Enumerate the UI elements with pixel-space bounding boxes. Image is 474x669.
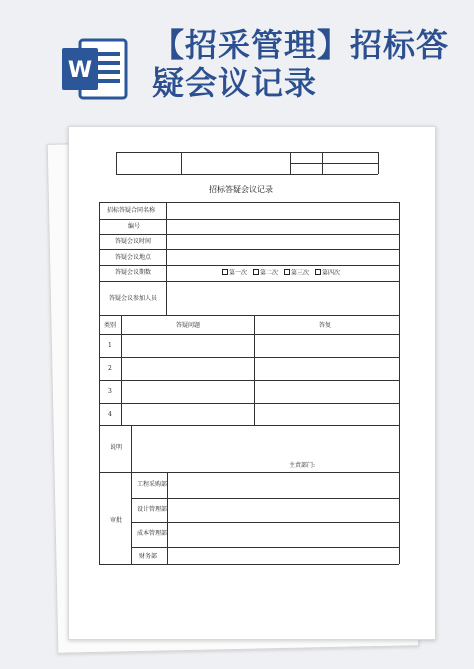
label-participants: 答疑会议参加人员 bbox=[109, 295, 158, 302]
word-icon-letter: W bbox=[67, 58, 93, 83]
table-line bbox=[99, 234, 399, 235]
qa-row-number: 4 bbox=[108, 411, 112, 418]
label-meeting-times: 答疑会议期数 bbox=[115, 269, 152, 276]
header-box-line bbox=[116, 152, 117, 174]
header-box-line bbox=[181, 152, 182, 174]
table-line bbox=[166, 202, 167, 315]
checkbox-icon bbox=[315, 269, 321, 275]
table-line bbox=[99, 281, 399, 282]
approval-dept-procurement: 工程采购部 bbox=[137, 481, 168, 488]
approval-label: 审批 bbox=[110, 517, 123, 524]
period-option-1[interactable]: 第一次 bbox=[222, 269, 247, 277]
responsible-dept-label: 主责部门: bbox=[289, 462, 316, 469]
label-number: 编号 bbox=[128, 223, 141, 230]
table-line bbox=[99, 357, 399, 358]
approval-dept-finance: 财务部 bbox=[139, 553, 158, 560]
notes-label: 说明 bbox=[110, 444, 123, 451]
table-line bbox=[99, 334, 399, 335]
table-line bbox=[99, 425, 399, 426]
label-meeting-place: 答疑会议地点 bbox=[115, 254, 152, 261]
table-line bbox=[121, 315, 122, 425]
qa-row-number: 1 bbox=[108, 342, 112, 349]
table-line bbox=[99, 564, 399, 565]
header-banner bbox=[0, 0, 474, 120]
table-line bbox=[99, 315, 399, 316]
table-line bbox=[131, 547, 399, 548]
table-line bbox=[99, 472, 399, 473]
period-option-2[interactable]: 第二次 bbox=[253, 269, 278, 277]
header-box-line bbox=[116, 174, 378, 175]
table-line bbox=[99, 219, 399, 220]
word-document-icon bbox=[60, 38, 128, 100]
table-line bbox=[99, 202, 100, 564]
checkbox-icon bbox=[284, 269, 290, 275]
table-line bbox=[99, 403, 399, 404]
page-title: 【招采管理】招标答疑会议记录 bbox=[152, 26, 450, 102]
header-box-line bbox=[290, 163, 378, 164]
document-page bbox=[68, 126, 436, 640]
table-line bbox=[399, 202, 400, 564]
table-line bbox=[99, 380, 399, 381]
qa-row-number: 3 bbox=[108, 388, 112, 395]
label-contract-name: 招标答疑合同名称 bbox=[107, 207, 156, 214]
table-line bbox=[131, 522, 399, 523]
checkbox-icon bbox=[222, 269, 228, 275]
table-line bbox=[99, 249, 399, 250]
header-box-line bbox=[116, 152, 378, 153]
label-meeting-time: 答疑会议时间 bbox=[115, 238, 152, 245]
approval-dept-design: 设计管理部 bbox=[137, 506, 168, 513]
form-title: 招标答疑会议记录 bbox=[209, 185, 273, 194]
table-line bbox=[99, 202, 399, 203]
checkbox-icon bbox=[253, 269, 259, 275]
table-line bbox=[99, 265, 399, 266]
header-box-line bbox=[322, 152, 323, 174]
table-line bbox=[131, 498, 399, 499]
table-line bbox=[131, 425, 132, 564]
header-box-line bbox=[290, 152, 291, 174]
qa-row-number: 2 bbox=[108, 365, 112, 372]
header-question: 答疑问题 bbox=[176, 322, 201, 329]
table-line bbox=[254, 315, 255, 425]
header-box-line bbox=[378, 152, 379, 174]
period-option-3[interactable]: 第三次 bbox=[284, 269, 309, 277]
table-line bbox=[167, 472, 168, 564]
header-answer: 答复 bbox=[319, 322, 332, 329]
period-option-4[interactable]: 第四次 bbox=[315, 269, 340, 277]
header-category: 类别 bbox=[104, 322, 117, 329]
approval-dept-cost: 成本管理部 bbox=[137, 530, 168, 537]
